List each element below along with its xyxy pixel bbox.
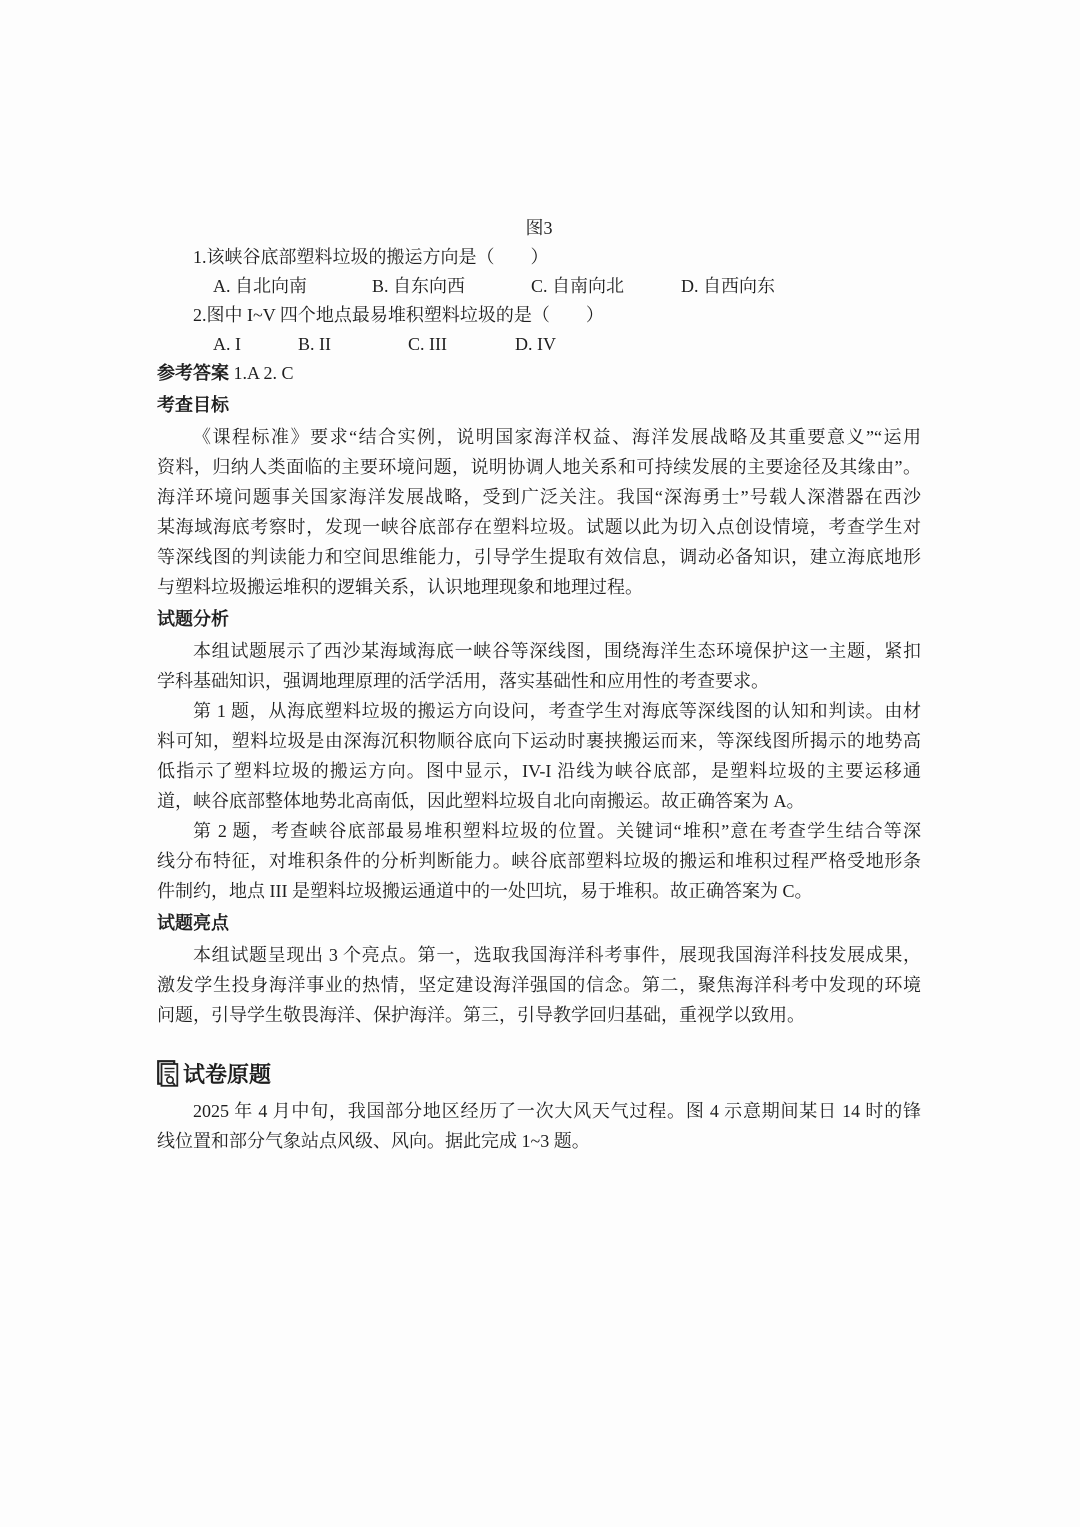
text-line: 件制约，地点 III 是塑料垃圾搬运通道中的一处凹坑，易于堆积。故正确答案为 C。 <box>157 880 813 901</box>
text-line: 道，峡谷底部整体地势北高南低，因此塑料垃圾自北向南搬运。故正确答案为 A。 <box>157 790 805 811</box>
text-line: 2025 年 4 月中旬，我国部分地区经历了一次大风天气过程。图 4 示意期间某日 14 时的锋 <box>193 1101 921 1121</box>
text-line: 线位置和部分气象站点风级、风向。据此完成 1~3 题。 <box>157 1131 590 1151</box>
option-d: D. 自西向东 <box>681 275 775 296</box>
text-line: 等深线图的判读能力和空间思维能力，引导学生提取有效信息，调动必备知识，建立海底地形 <box>157 546 921 567</box>
paragraph <box>157 696 921 816</box>
original-question-title: 试卷原题 <box>183 1061 272 1087</box>
paragraph <box>157 940 921 1030</box>
option-b: B. II <box>298 333 331 354</box>
original-question-heading <box>157 1056 921 1090</box>
paragraph <box>157 1096 921 1156</box>
paragraph <box>157 636 921 696</box>
text-line: 学科基础知识，强调地理原理的活学活用，落实基础性和应用性的考查要求。 <box>157 670 769 691</box>
exam-paper-icon <box>157 1060 179 1087</box>
option-b: B. 自东向西 <box>372 275 466 296</box>
section-heading-highlights: 试题亮点 <box>157 912 229 933</box>
text-line: 料可知，塑料垃圾是由深海沉积物顺谷底向下运动时裹挟搬运而来，等深线图所揭示的地势高 <box>157 730 921 751</box>
text-line: 线分布特征，对堆积条件的分析判断能力。峡谷底部塑料垃圾的搬运和堆积过程严格受地形条 <box>157 850 921 871</box>
paragraph <box>157 816 921 906</box>
figure-caption: 图3 <box>525 217 553 238</box>
question-1-stem: 1.该峡谷底部塑料垃圾的搬运方向是（ ） <box>193 246 549 267</box>
reference-answer <box>157 359 921 388</box>
text-line: 本组试题展示了西沙某海域海底一峡谷等深线图，围绕海洋生态环境保护这一主题，紧扣 <box>193 640 921 661</box>
text-line: 与塑料垃圾搬运堆积的逻辑关系，认识地理现象和地理过程。 <box>157 576 643 597</box>
question-2-stem: 2.图中 I~V 四个地点最易堆积塑料垃圾的是（ ） <box>193 304 604 325</box>
question-2-options <box>157 330 921 359</box>
paragraph <box>157 422 921 602</box>
text-line: 激发学生投身海洋事业的热情，坚定建设海洋强国的信念。第二，聚焦海洋科考中发现的环境 <box>157 974 921 995</box>
text-line: 第 1 题，从海底塑料垃圾的搬运方向设问，考查学生对海底等深线图的认知和判读。由材 <box>193 700 921 721</box>
option-d: D. IV <box>515 333 556 354</box>
text-line: 问题，引导学生敬畏海洋、保护海洋。第三，引导教学回归基础，重视学以致用。 <box>157 1004 805 1025</box>
answer-value: 1.A 2. C <box>229 362 294 383</box>
text-line: 本组试题呈现出 3 个亮点。第一，选取我国海洋科考事件，展现我国海洋科技发展成果， <box>193 944 921 965</box>
text-line: 海洋环境问题事关国家海洋发展战略，受到广泛关注。我国“深海勇士”号载人深潜器在西沙 <box>157 486 921 507</box>
document-body <box>157 214 921 1157</box>
text-line: 《课程标准》要求“结合实例，说明国家海洋权益、海洋发展战略及其重要意义”“运用 <box>193 426 921 447</box>
option-a: A. 自北向南 <box>213 275 307 296</box>
question-1-options <box>157 272 921 301</box>
section-heading-analysis: 试题分析 <box>157 608 229 629</box>
option-c: C. III <box>408 333 447 354</box>
text-line: 第 2 题，考查峡谷底部最易堆积塑料垃圾的位置。关键词“堆积”意在考查学生结合等深 <box>193 820 921 841</box>
text-line: 低指示了塑料垃圾的搬运方向。图中显示，IV-I 沿线为峡谷底部，是塑料垃圾的主要运移通 <box>157 760 921 781</box>
answer-label: 参考答案 <box>157 362 229 383</box>
section-heading-objective: 考查目标 <box>157 394 229 415</box>
option-a: A. I <box>213 333 241 354</box>
text-line: 某海域海底考察时，发现一峡谷底部存在塑料垃圾。试题以此为切入点创设情境，考查学生对 <box>157 516 921 537</box>
text-line: 资料，归纳人类面临的主要环境问题，说明协调人地关系和可持续发展的主要途径及其缘由”。 <box>157 456 921 477</box>
option-c: C. 自南向北 <box>531 275 625 296</box>
